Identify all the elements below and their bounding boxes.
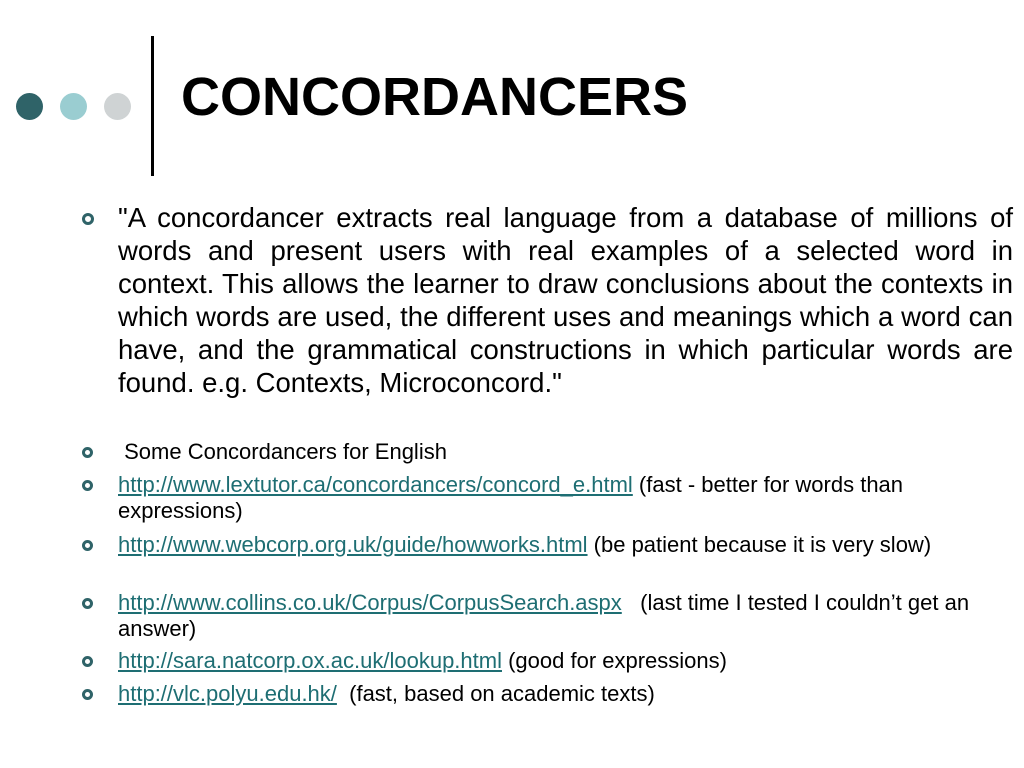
subheading-text: Some Concordancers for English [118,439,447,464]
link-note: (fast, based on academic texts) [336,681,655,706]
link-note: (fast - better for words than expressions) [118,472,904,523]
bullet-icon [82,689,93,700]
link-polyu[interactable]: http://vlc.polyu.edu.hk/ [118,681,337,706]
link-natcorp[interactable]: http://sara.natcorp.ox.ac.uk/lookup.html [118,648,502,673]
quote-text: "A concordancer extracts real language from a database of millions of words and present users with real examples of a selected word in context. This allows the learner to draw conclusions about the contexts in which words are used, the different uses and meanings which a word can have, and the grammatical constructions in which particular words are found. e.g. Contexts, Microconcord." [118,202,1013,398]
link-collins[interactable]: http://www.collins.co.uk/Corpus/CorpusSearch.aspx [118,590,622,615]
link-item-lextutor [118,472,968,524]
link-note: (good for expressions) [501,648,727,673]
link-note: (be patient because it is very slow) [587,532,932,557]
subheading-item [118,439,1013,465]
bullet-icon [82,213,94,225]
bullet-icon [82,540,93,551]
bullet-icon [82,480,93,491]
link-note: (last time I tested I couldn’t get an answer) [118,590,976,641]
bullet-icon [82,656,93,667]
link-item-polyu [118,681,1013,707]
link-item-collins [118,590,998,642]
bullet-icon [82,447,93,458]
slide-title: CONCORDANCERS [181,67,689,127]
bullet-icon [82,598,93,609]
link-webcorp[interactable]: http://www.webcorp.org.uk/guide/howworks.html [118,532,588,557]
link-item-webcorp [118,532,998,558]
quote-item [118,201,1013,399]
link-lextutor[interactable]: http://www.lextutor.ca/concordancers/concord_e.html [118,472,633,497]
link-item-natcorp [118,648,1013,674]
